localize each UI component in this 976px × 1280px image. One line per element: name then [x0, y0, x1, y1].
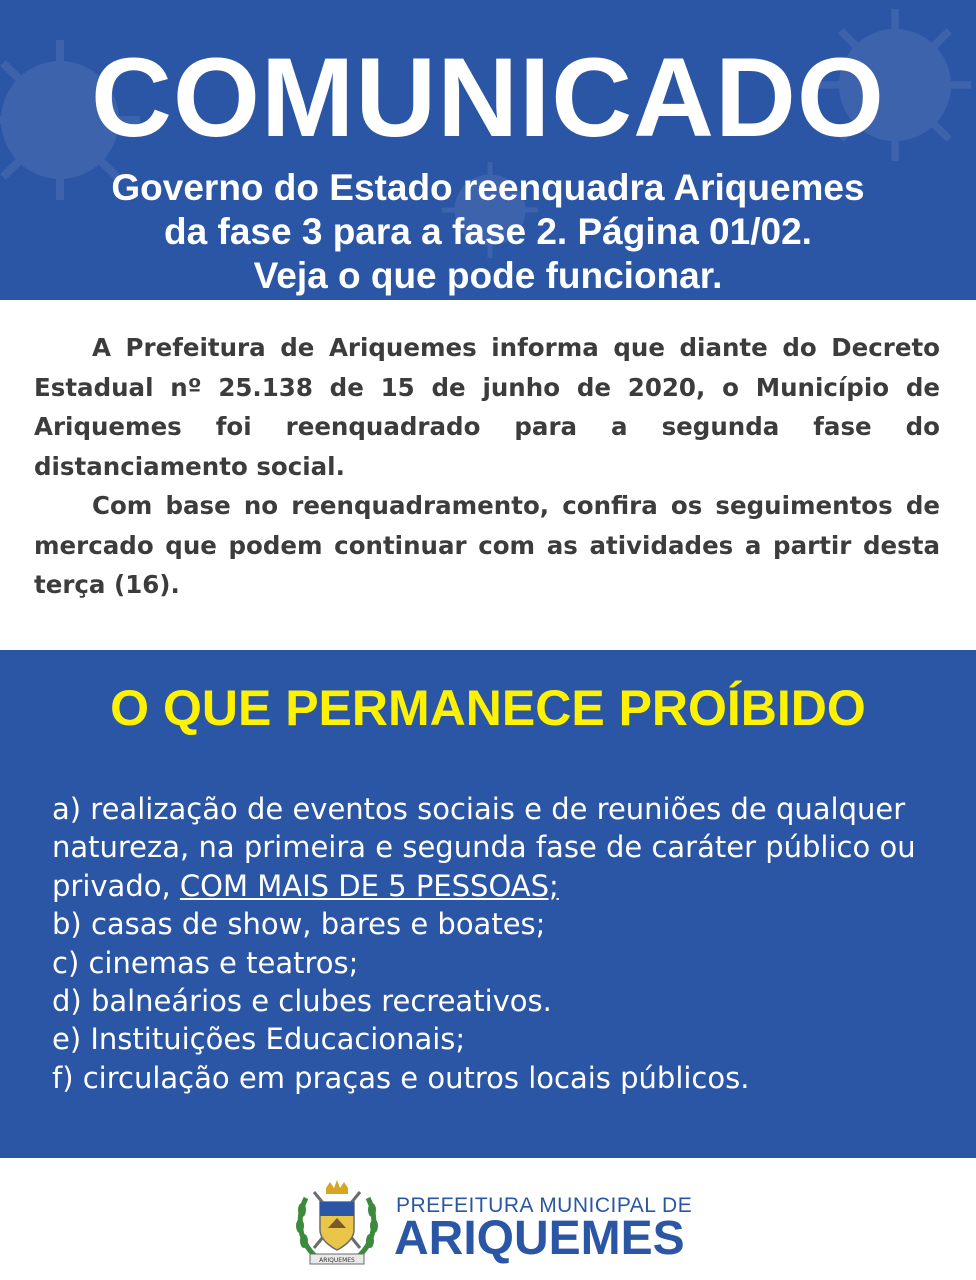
prohibited-list [52, 790, 952, 1097]
subtitle-line: Veja o que pode funcionar. [253, 255, 723, 296]
list-item-text: a) realização de eventos sociais e de reuniões de qualquer natureza, na primeira e segunda fase de caráter público ou privado, [52, 792, 916, 903]
page-subtitle [0, 166, 976, 298]
svg-text:ARIQUEMES: ARIQUEMES [319, 1257, 355, 1264]
prohibited-title: O QUE PERMANECE PROÍBIDO [110, 680, 866, 736]
subtitle-line: da fase 3 para a fase 2. Página 01/02. [164, 211, 812, 252]
org-name-line2: ARIQUEMES [394, 1212, 685, 1265]
emphasis-text: COM MAIS DE 5 PESSOAS; [179, 868, 559, 903]
footer [0, 1158, 976, 1280]
header-banner [0, 0, 976, 300]
subtitle-line: Governo do Estado reenquadra Ariquemes [111, 167, 865, 208]
intro-paragraph: A Prefeitura de Ariquemes informa que diante do Decreto Estadual nº 25.138 de 15 de junho de 2020, o Município de Ariquemes foi reenquadrado para a segunda fase do distanciamento social. [34, 333, 940, 481]
list-item: e) Instituições Educacionais; [52, 1022, 466, 1057]
intro-text [34, 328, 940, 605]
list-item: c) cinemas e teatros; [52, 945, 359, 980]
list-item [52, 790, 952, 905]
list-item: d) balneários e clubes recreativos. [52, 984, 552, 1019]
prohibited-panel [0, 650, 976, 1158]
list-item: f) circulação em praças e outros locais públicos. [52, 1060, 750, 1095]
org-name-line1: PREFEITURA MUNICIPAL DE [396, 1194, 693, 1217]
list-item: b) casas de show, bares e boates; [52, 907, 546, 942]
coat-of-arms-logo [292, 1178, 382, 1270]
page-title: COMUNICADO [91, 35, 885, 160]
intro-paragraph: Com base no reenquadramento, confira os seguimentos de mercado que podem continuar com as atividades a partir desta terça (16). [34, 491, 940, 599]
